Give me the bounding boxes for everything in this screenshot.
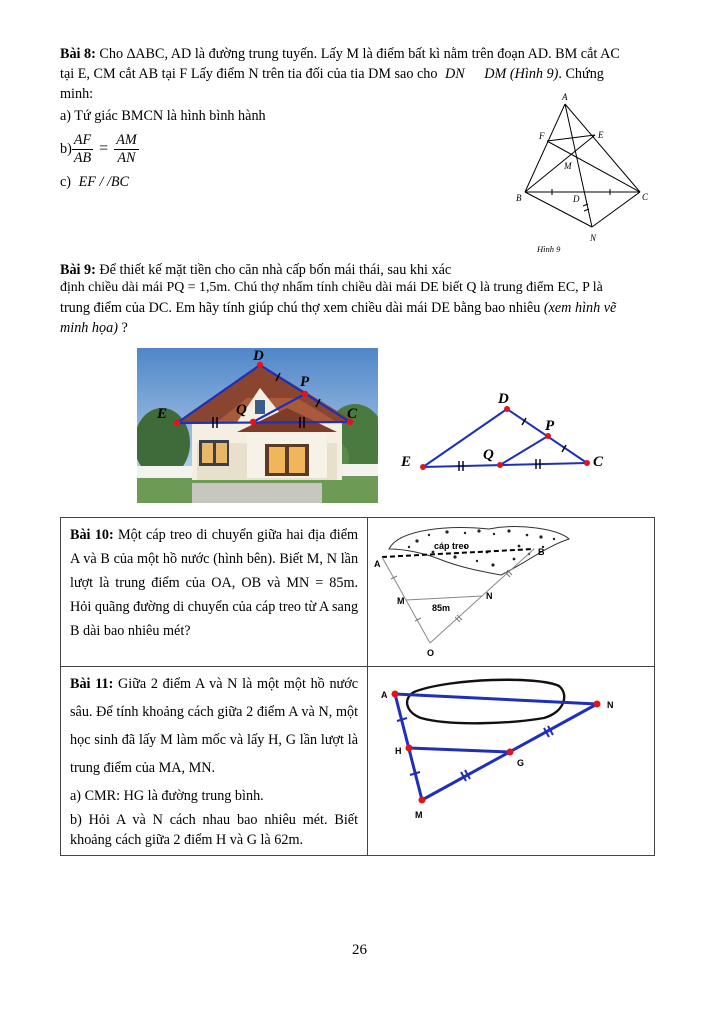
figure-hinh-9: [505, 88, 675, 258]
figure-triangle-dec: [395, 385, 620, 480]
bai9-line4: minh họa) ?: [60, 320, 128, 336]
photo-label-p: P: [300, 374, 310, 390]
bai11-label: Bài 11:: [70, 676, 114, 692]
bai11-part-a: a) CMR: HG là đường trung bình.: [70, 788, 264, 804]
photo-label-d: D: [253, 348, 264, 364]
figure-lake-an: [369, 668, 651, 844]
bai8-line3: minh:: [60, 86, 94, 102]
tri-label-q: Q: [483, 447, 494, 463]
tri-label-p: P: [545, 418, 555, 434]
fig9-label-e: E: [598, 130, 604, 140]
cable-label-n: N: [486, 591, 493, 601]
tri-label-c: C: [593, 454, 604, 470]
bai9-line1: Bài 9: Để thiết kế mặt tiền cho căn nhà cấp bốn mái thái, sau khi xác: [60, 262, 452, 278]
fig9-caption: Hình 9: [537, 244, 561, 254]
bai8-part-c: c) EF / /BC: [60, 174, 130, 190]
cable-label-m: M: [397, 596, 405, 606]
cable-label: cáp treo: [434, 541, 470, 551]
cable-label-b: B: [538, 547, 545, 557]
bai10-label: Bài 10:: [70, 527, 114, 543]
fig9-label-d: D: [573, 194, 580, 204]
table-row-bai10: [61, 518, 655, 667]
bai11-text: Bài 11: Giữa 2 điểm A và N là một một hồ nước sâu. Để tính khoảng cách giữa 2 điểm A và N, một học sinh đã lấy M làm mốc và lấy H, G lần lượt là trung điểm của MA, MN.: [70, 676, 359, 776]
lake-label-m: M: [415, 810, 423, 820]
tri-label-e: E: [401, 454, 412, 470]
bai11-figure-cell: [368, 667, 655, 856]
bai8-part-b: b) $\frac{AF}{AB}$ = $\frac{AM}{AN}$: [60, 131, 137, 166]
photo-label-c: C: [347, 406, 358, 422]
figure-cable-car: [369, 519, 651, 665]
lake-label-g: G: [517, 758, 525, 768]
house-photo: [137, 348, 378, 503]
cable-label-length: 85m: [432, 603, 451, 613]
fig9-label-m: M: [564, 161, 572, 171]
tri-label-d: D: [498, 391, 509, 407]
bai9-line3: trung điểm của DC. Em hãy tính giúp chú thợ xem chiều dài mái DE bằng bao nhiêu (xem hình vẽ: [60, 300, 617, 316]
bai10-text: Bài 10: Một cáp treo di chuyển giữa hai địa điểm A và B của một hồ nước (hình bên). Biết M, N lần lượt là trung điểm của OA, OB và MN = 85m. Hỏi quãng đường di chuyển của cáp treo từ A sang B dài bao nhiêu mét?: [70, 527, 359, 639]
fig9-label-c: C: [642, 192, 649, 202]
fraction-am-an: $\frac{AM}{AN}$: [116, 131, 137, 166]
cable-label-a: A: [374, 559, 381, 569]
exercise-table: [60, 517, 655, 856]
fig9-label-n: N: [590, 233, 597, 243]
bai10-text-cell: [61, 518, 368, 667]
page-number: 26: [352, 942, 367, 958]
fig9-label-b: B: [516, 193, 522, 203]
fig9-label-f: F: [539, 131, 545, 141]
lake-label-h: H: [395, 746, 402, 756]
bai11-text-cell: [61, 667, 368, 856]
bai10-figure-cell: [368, 518, 655, 667]
bai11-part-b: b) Hỏi A và N cách nhau bao nhiêu mét. Biết khoảng cách giữa 2 điểm H và G là 62m.: [70, 812, 359, 848]
lake-label-a: A: [381, 690, 388, 700]
bai8-line1: Bài 8: Cho ∆ABC, AD là đường trung tuyến. Lấy M là điểm bất kì nằm trên đoạn AD. BM cắt AC: [60, 46, 620, 62]
photo-label-q: Q: [236, 402, 247, 418]
bai8-label: Bài 8:: [60, 46, 96, 62]
fig9-label-a: A: [562, 92, 568, 102]
bai9-label: Bài 9:: [60, 262, 96, 278]
photo-label-e: E: [157, 406, 168, 422]
bai8-line2: tại E, CM cắt AB tại F Lấy điểm N trên tia đối của tia DM sao cho DN DM (Hình 9). Chứng: [60, 66, 604, 82]
table-row-bai11: [61, 667, 655, 856]
bai8-part-a: a) Tứ giác BMCN là hình bình hành: [60, 108, 266, 124]
lake-label-n: N: [607, 700, 614, 710]
bai9-line2: định chiều dài mái PQ = 1,5m. Chú thợ nhẩm tính chiều dài mái DE biết Q là trung điểm EC, P là: [60, 280, 603, 295]
cable-label-o: O: [427, 648, 435, 658]
fraction-af-ab: $\frac{AF}{AB}$: [73, 131, 92, 166]
